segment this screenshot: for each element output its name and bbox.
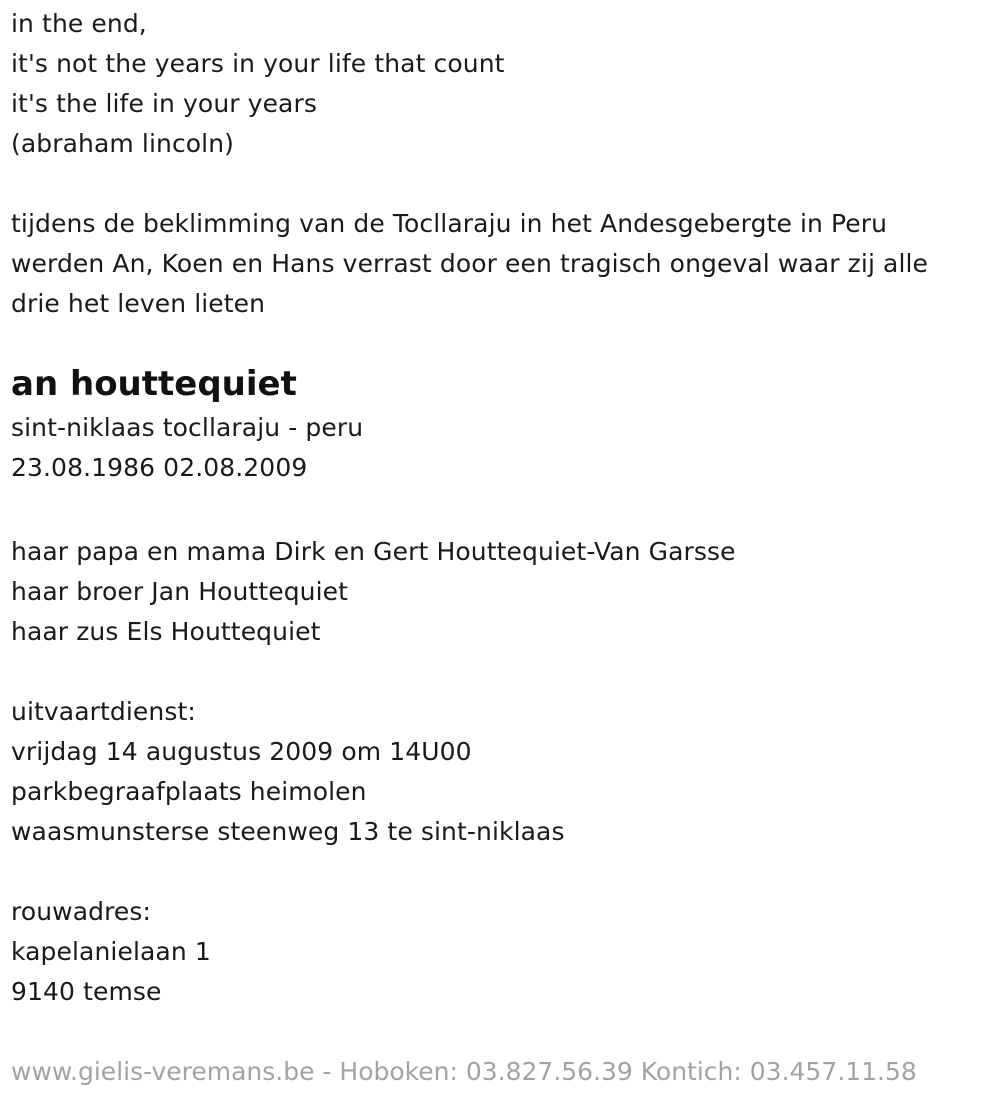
deceased-dates: 23.08.1986 02.08.2009 bbox=[11, 453, 308, 482]
quote-line: it's the life in your years bbox=[11, 89, 317, 118]
deceased-name: an houttequiet bbox=[11, 364, 297, 404]
address-heading: rouwadres: bbox=[11, 897, 152, 926]
family-line: haar broer Jan Houttequiet bbox=[11, 577, 349, 606]
footer-contact: www.gielis-veremans.be - Hoboken: 03.827.56.39 Kontich: 03.457.11.58 bbox=[11, 1057, 917, 1086]
address-line: kapelanielaan 1 bbox=[11, 937, 211, 966]
service-line: vrijdag 14 augustus 2009 om 14U00 bbox=[11, 737, 472, 766]
quote-line: in the end, bbox=[11, 9, 147, 38]
quote-attribution: (abraham lincoln) bbox=[11, 129, 235, 158]
story-line: werden An, Koen en Hans verrast door een tragisch ongeval waar zij alle bbox=[11, 249, 929, 278]
service-block bbox=[11, 692, 565, 852]
family-line: haar papa en mama Dirk en Gert Houttequiet-Van Garsse bbox=[11, 537, 736, 566]
service-heading: uitvaartdienst: bbox=[11, 697, 196, 726]
story-block bbox=[11, 204, 928, 324]
address-line: 9140 temse bbox=[11, 977, 162, 1006]
deceased-places: sint-niklaas tocllaraju - peru bbox=[11, 413, 364, 442]
quote-line: it's not the years in your life that count bbox=[11, 49, 505, 78]
service-line: parkbegraafplaats heimolen bbox=[11, 777, 367, 806]
service-line: waasmunsterse steenweg 13 te sint-niklaas bbox=[11, 817, 565, 846]
family-line: haar zus Els Houttequiet bbox=[11, 617, 321, 646]
family-block bbox=[11, 532, 736, 652]
deceased-block bbox=[11, 362, 363, 488]
story-line: drie het leven lieten bbox=[11, 289, 266, 318]
address-block bbox=[11, 892, 211, 1012]
story-line: tijdens de beklimming van de Tocllaraju in het Andesgebergte in Peru bbox=[11, 209, 888, 238]
quote-block bbox=[11, 4, 505, 164]
